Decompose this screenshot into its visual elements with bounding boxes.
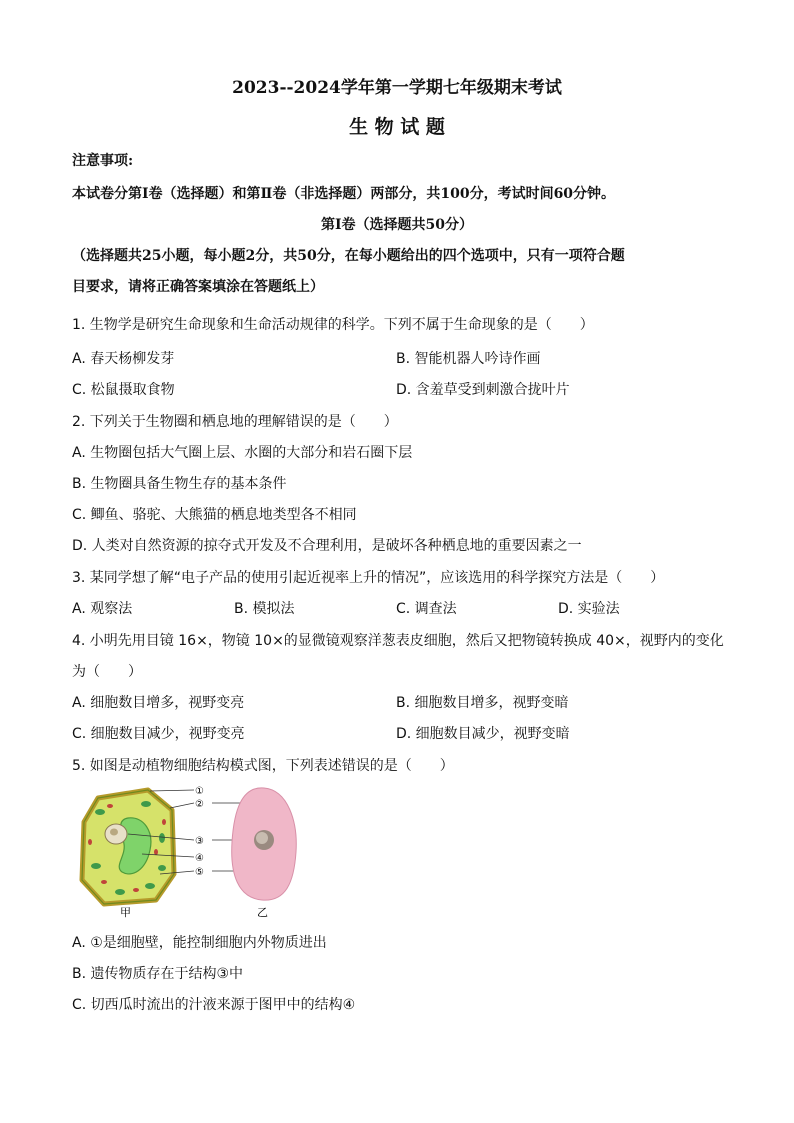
callout-2: ② xyxy=(195,799,204,810)
q3-option-b: B. 模拟法 xyxy=(234,601,295,617)
q2-option-b: B. 生物圈具备生物生存的基本条件 xyxy=(72,476,287,492)
q3-option-c: C. 调查法 xyxy=(396,601,457,617)
q2-stem: 2. 下列关于生物圈和栖息地的理解错误的是（ ） xyxy=(72,414,398,430)
q1-stem: 1. 生物学是研究生命现象和生命活动规律的科学。下列不属于生命现象的是（ ） xyxy=(72,317,594,333)
q4-stem-line-2: 为（ ） xyxy=(72,664,142,680)
notice-heading: 注意事项: xyxy=(72,153,134,169)
notice-line: 本试卷分第Ⅰ卷（选择题）和第Ⅱ卷（非选择题）两部分，共100分，考试时间60分钟。 xyxy=(72,186,616,202)
callout-1: ① xyxy=(195,786,204,797)
q3-option-a: A. 观察法 xyxy=(72,601,133,617)
q2-option-c: C. 鲫鱼、骆驼、大熊猫的栖息地类型各不相同 xyxy=(72,507,357,523)
animal-cell-diagram xyxy=(232,788,297,900)
callout-5: ⑤ xyxy=(195,867,204,878)
q5-stem: 5. 如图是动植物细胞结构模式图，下列表述错误的是（ ） xyxy=(72,758,454,774)
q1-option-b: B. 智能机器人吟诗作画 xyxy=(396,351,541,367)
q4-option-c: C. 细胞数目减少，视野变亮 xyxy=(72,726,245,742)
q4-option-a: A. 细胞数目增多，视野变亮 xyxy=(72,695,245,711)
q4-option-b: B. 细胞数目增多，视野变暗 xyxy=(396,695,569,711)
instruction-line-2: 目要求，请将正确答案填涂在答题纸上） xyxy=(72,279,324,295)
q5-option-b: B. 遗传物质存在于结构③中 xyxy=(72,966,244,982)
q1-option-a: A. 春天杨柳发芽 xyxy=(72,351,175,367)
label-yi: 乙 xyxy=(257,906,268,919)
q5-option-c: C. 切西瓜时流出的汁液来源于图甲中的结构④ xyxy=(72,997,356,1013)
cell-structure-figure xyxy=(76,782,306,922)
callout-4: ④ xyxy=(195,853,204,864)
label-jia: 甲 xyxy=(120,906,131,919)
callout-3: ③ xyxy=(195,836,204,847)
q2-option-a: A. 生物圈包括大气圈上层、水圈的大部分和岩石圈下层 xyxy=(72,445,413,461)
exam-subtitle: 生 物 试 题 xyxy=(349,116,445,138)
q5-option-a: A. ①是细胞壁，能控制细胞内外物质进出 xyxy=(72,935,327,951)
q3-stem: 3. 某同学想了解“电子产品的使用引起近视率上升的情况”，应该选用的科学探究方法是（ ） xyxy=(72,570,665,586)
q4-option-d: D. 细胞数目减少，视野变暗 xyxy=(396,726,570,742)
part-title: 第Ⅰ卷（选择题共50分） xyxy=(320,217,474,233)
q3-option-d: D. 实验法 xyxy=(558,601,620,617)
q2-option-d: D. 人类对自然资源的掠夺式开发及不合理利用，是破坏各种栖息地的重要因素之一 xyxy=(72,538,582,554)
exam-title: 2023--2024学年第一学期七年级期末考试 xyxy=(232,78,562,98)
q1-option-c: C. 松鼠摄取食物 xyxy=(72,382,175,398)
instruction-line-1: （选择题共25小题，每小题2分，共50分，在每小题给出的四个选项中，只有一项符合题 xyxy=(72,248,625,264)
plant-cell-diagram xyxy=(82,790,174,904)
q1-option-d: D. 含羞草受到刺激合拢叶片 xyxy=(396,382,570,398)
q4-stem-line-1: 4. 小明先用目镜 16×，物镜 10×的显微镜观察洋葱表皮细胞，然后又把物镜转换成 40×，视野内的变化 xyxy=(72,633,724,649)
